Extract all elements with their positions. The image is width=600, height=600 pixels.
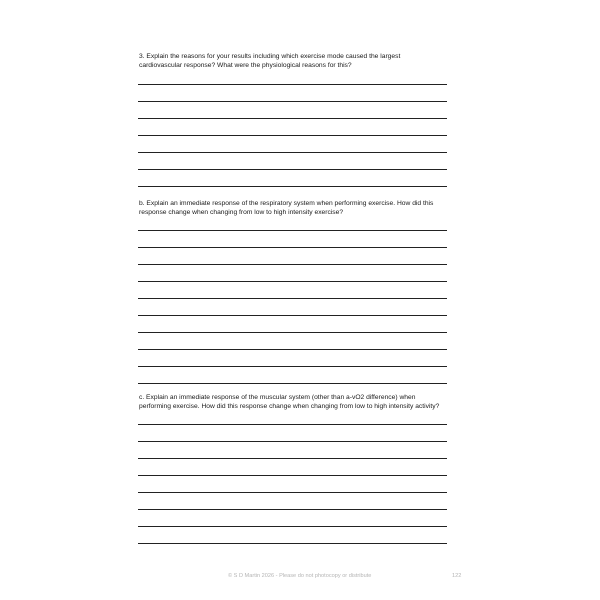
answer-line bbox=[138, 509, 447, 510]
answer-line bbox=[138, 315, 447, 316]
answer-line bbox=[138, 135, 447, 136]
question-c bbox=[139, 393, 459, 411]
page-footer bbox=[0, 573, 600, 583]
answer-line bbox=[138, 230, 447, 231]
question-3 bbox=[139, 52, 459, 70]
answer-line bbox=[138, 543, 447, 544]
answer-line bbox=[138, 118, 447, 119]
answer-line bbox=[138, 281, 447, 282]
copyright-notice: © S D Martin 2026 - Please do not photocopy or distribute bbox=[228, 573, 372, 579]
answer-line bbox=[138, 247, 447, 248]
page-number: 122 bbox=[452, 573, 462, 579]
answer-line bbox=[138, 84, 447, 85]
answer-line bbox=[138, 152, 447, 153]
question-3-text-line2: cardiovascular response? What were the physiological reasons for this? bbox=[139, 62, 352, 69]
answer-line bbox=[138, 441, 447, 442]
answer-line bbox=[138, 366, 447, 367]
answer-line bbox=[138, 526, 447, 527]
answer-line bbox=[138, 475, 447, 476]
question-b bbox=[139, 199, 459, 217]
answer-line bbox=[138, 458, 447, 459]
answer-line bbox=[138, 298, 447, 299]
answer-line bbox=[138, 383, 447, 384]
answer-line bbox=[138, 264, 447, 265]
answer-line bbox=[138, 186, 447, 187]
answer-line bbox=[138, 424, 447, 425]
question-c-text-line1: c. Explain an immediate response of the muscular system (other than a-vO2 difference) when bbox=[139, 394, 416, 401]
answer-line bbox=[138, 492, 447, 493]
answer-line bbox=[138, 332, 447, 333]
answer-line bbox=[138, 349, 447, 350]
question-c-text-line2: performing exercise. How did this response change when changing from low to high intensity activity? bbox=[139, 403, 440, 410]
question-3-text-line1: 3. Explain the reasons for your results including which exercise mode caused the largest bbox=[139, 53, 401, 60]
answer-line bbox=[138, 169, 447, 170]
question-b-text-line2: response change when changing from low to high intensity exercise? bbox=[139, 209, 344, 216]
answer-line bbox=[138, 101, 447, 102]
question-b-text-line1: b. Explain an immediate response of the respiratory system when performing exercise. How did this bbox=[139, 200, 434, 207]
